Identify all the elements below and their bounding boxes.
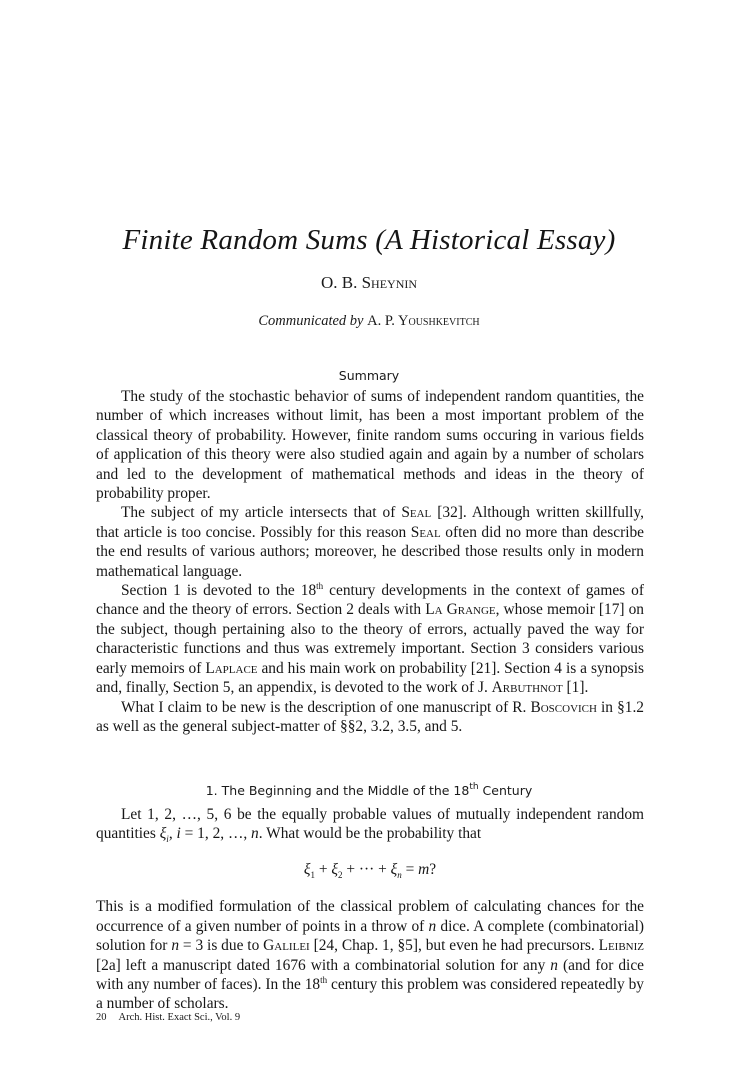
superscript: th [320,975,328,985]
text-run: century this problem was considered repeatedly by a number of scholars. [96,976,644,1013]
communicator-name: A. P. Youshkevitch [367,313,480,329]
author-ref-boscovich: Boscovich [530,698,597,716]
text-run: dice. A complete (combinatorial) solution for [96,917,644,955]
summary-paragraph-1: The study of the stochastic behavior of sums of independent random quantities, the number of which increases without limit, has been a most important problem of the classical theory of probability. However, finite random sums occuring in various fields of application of this theory were also studied again and again by a number of scholars and led to the development of mathematical methods and ideas in the theory of probability proper. [96,388,644,503]
math-operator: ? [429,860,437,878]
math-subscript: 1 [310,869,315,880]
text-run: Let 1, 2, …, 5, 6 be the equally probable values of mutually independent random quantities [96,806,644,843]
text-run: (and for dice with any number of faces). In the 18 [96,956,644,993]
math-symbol: ξ [390,860,398,878]
display-equation [96,860,644,885]
text-run: in §1.2 as well as the general subject-matter of §§2, 3.2, 3.5, and 5. [96,698,644,735]
text-run: [24, Chap. 1, §5], but even he had precursors. [309,937,599,955]
text-run: = 3 is due to [179,937,264,955]
math-subscript: n [397,869,402,880]
text-run: . What would be the probability that [258,825,482,843]
text-run: , whose memoir [17] on the subject, though pertaining also to the theory of errors, actually paved the way for characteristic functions and thus was extremely important. Section 3 considers various early memoirs of [96,601,644,677]
author-ref-galilei: Galilei [263,937,310,955]
author-name: O. B. Sheynin [320,273,418,292]
text-run: This is a modified formulation of the classical problem of calculating chances for the occurrence of a given number of points in a throw of [96,898,644,935]
text-run: What I claim to be new is the description of one manuscript of R. [121,698,531,716]
communicated-by-line [0,313,738,330]
math-symbol: n [171,937,180,955]
text-run: [2a] left a manuscript dated 1676 with a combinatorial solution for any [96,956,551,974]
journal-citation: Arch. Hist. Exact Sci., Vol. 9 [118,1012,241,1023]
text-run: = 1, 2, …, [180,825,252,843]
superscript: th [316,581,324,592]
article-author [0,273,738,293]
math-symbol: n [428,917,437,935]
text-run: [1]. [562,679,589,697]
text-run: The subject of my article intersects that of [121,504,402,522]
author-ref-seal: Seal [401,504,432,522]
summary-paragraph-3 [96,581,644,697]
text-run: Section 1 is devoted to the 18 [121,582,317,600]
math-symbol: ξ [331,860,338,878]
section-1-heading [0,783,738,798]
article-title: Finite Random Sums (A Historical Essay) [122,224,616,256]
page-footer [96,1012,240,1023]
text-run: often did no more than describe the end results of various authors; moreover, he described those results only in modern mathematical language. [96,523,645,580]
section-1-body [96,805,644,1014]
math-operator: = [401,860,419,878]
section-1-paragraph-2 [96,897,644,1013]
page-number: 20 [96,1012,107,1023]
author-ref-seal: Seal [410,523,441,541]
math-symbol: i [176,825,181,843]
text-run: , [168,825,177,843]
summary-body [96,387,644,736]
author-ref-arbuthnot: Arbuthnot [491,679,563,697]
section-1-paragraph-1 [96,805,644,850]
author-ref-laplace: Laplace [205,659,258,677]
text-run: and his main work on probability [21]. Section 4 is a synopsis and, finally, Section 5, an appendix, is devoted to the work of J. [96,659,644,697]
text-run: [32]. Although written skillfully, that article is too concise. Possibly for this reason [96,504,644,541]
communicated-prefix: Communicated by [258,313,364,329]
summary-heading: Summary [338,368,400,383]
author-ref-leibniz: Leibniz [598,937,645,955]
superscript: th [469,782,479,792]
summary-paragraph-2 [96,503,644,581]
math-subscript: i [166,834,169,845]
math-symbol: n [550,956,558,974]
math-symbol: m [418,860,430,878]
text-run: Century [478,783,533,798]
math-operator: + ··· + [342,860,391,878]
text-run: 1. The Beginning and the Middle of the 18 [205,783,470,798]
summary-paragraph-4 [96,698,644,737]
author-ref-lagrange: La Grange [425,601,496,619]
text-run: century developments in the context of games of chance and the theory of errors. Section 2 deals with [96,582,644,619]
math-operator: + [315,860,332,878]
math-symbol: ξ [303,860,311,878]
math-symbol: ξ [159,825,167,843]
math-symbol: n [251,825,259,843]
math-subscript: 2 [337,869,343,880]
